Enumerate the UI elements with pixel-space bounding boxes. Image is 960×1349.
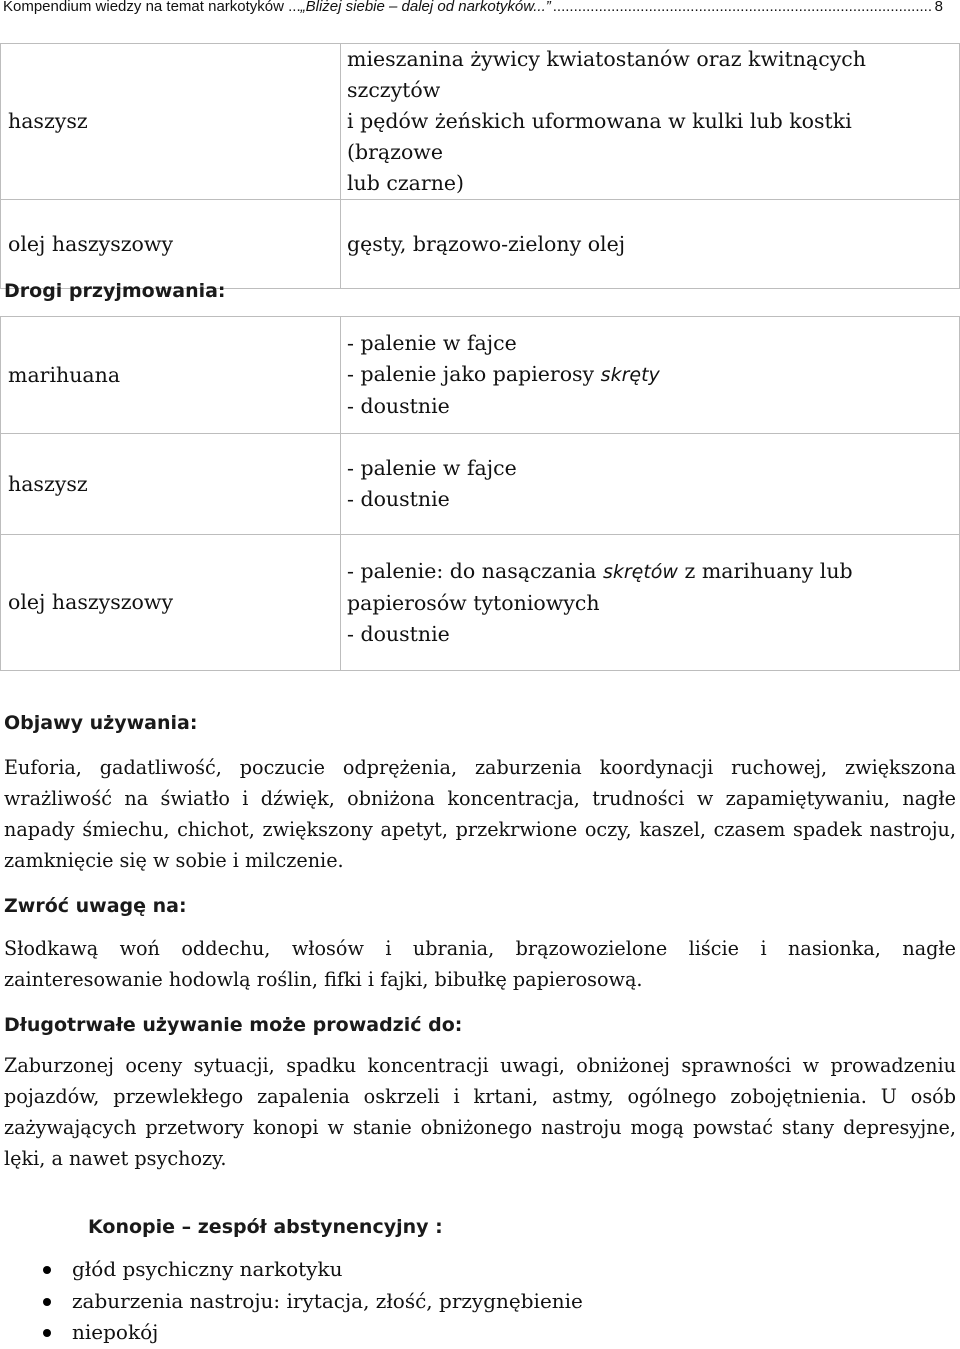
list-item: głód psychiczny narkotyku xyxy=(40,1254,583,1286)
list-item: niepokój xyxy=(40,1317,583,1349)
route-text: - palenie: do nasączania xyxy=(347,558,603,583)
route-term-italic: skręty xyxy=(600,364,660,386)
route-line: - doustnie xyxy=(347,394,450,418)
table-row xyxy=(1,44,960,200)
route-line xyxy=(347,359,952,391)
heading-withdrawal: Konopie – zespół abstynencyjny : xyxy=(88,1216,443,1238)
routes-name-cell: olej haszyszowy xyxy=(1,535,341,671)
forms-name-cell: olej haszyszowy xyxy=(1,200,341,289)
route-term-italic: skrętów xyxy=(602,560,678,583)
routes-desc-cell xyxy=(341,434,960,535)
toc-page-number: 8 xyxy=(934,0,943,15)
routes-name-cell: marihuana xyxy=(1,317,341,434)
desc-line: mieszanina żywicy kwiatostanów oraz kwitnących szczytów xyxy=(347,47,866,102)
route-text: z marihuany lub xyxy=(677,558,853,583)
heading-longterm: Długotrwałe używanie może prowadzić do: xyxy=(4,1014,463,1036)
forms-table xyxy=(0,43,960,289)
table-row xyxy=(1,535,960,671)
desc-line: i pędów żeńskich uformowana w kulki lub kostki (brązowe xyxy=(347,109,852,164)
forms-desc-cell: gęsty, brązowo-zielony olej xyxy=(341,200,960,289)
routes-desc-cell xyxy=(341,317,960,434)
routes-desc-cell xyxy=(341,535,960,671)
withdrawal-list xyxy=(40,1254,583,1349)
symptoms-paragraph: Euforia, gadatliwość, poczucie odprężenia, zaburzenia koordynacji ruchowej, zwiększona wrażliwość na światło i dźwięk, obniżona koncentracja, trudności w zapamiętywaniu, nagłe napady śmiechu, chichot, zwiększony apetyt, przekrwione oczy, kaszel, czasem spadek nastroju, zamknięcie się w sobie i milczenie. xyxy=(4,756,956,872)
desc-line: lub czarne) xyxy=(347,171,465,195)
attention-paragraph: Słodkawą woń oddechu, włosów i ubrania, brązowozielone liście i nasionka, nagłe zainteresowanie hodowlą roślin, fifki i fajki, bibułkę papierosową. xyxy=(4,937,956,991)
table-row xyxy=(1,434,960,535)
table-row xyxy=(1,200,960,289)
toc-header-line xyxy=(3,0,943,18)
heading-attention: Zwróć uwagę na: xyxy=(4,895,187,917)
forms-name-cell: haszysz xyxy=(1,44,341,200)
longterm-paragraph: Zaburzonej oceny sytuacji, spadku koncentracji uwagi, obniżonej sprawności w prowadzeniu pojazdów, przewlekłego zapalenia oskrzeli i krtani, astmy, ogólnego zobojętnienia. U osób zażywających przetwory konopi w stanie obniżonego nastroju mogą powstać stany depresyjne, lęki, a nawet psychozy. xyxy=(4,1054,956,1170)
heading-symptoms: Objawy używania: xyxy=(4,712,198,734)
route-line: - doustnie xyxy=(347,487,450,511)
list-item: zaburzenia nastroju: irytacja, złość, przygnębienie xyxy=(40,1286,583,1318)
routes-name-cell: haszysz xyxy=(1,434,341,535)
toc-title-italic: „Bliżej siebie – dalej od narkotyków...” xyxy=(300,0,551,15)
routes-table xyxy=(0,316,960,671)
route-line xyxy=(347,556,952,588)
route-line: - palenie w fajce xyxy=(347,331,517,355)
table-row xyxy=(1,317,960,434)
route-line: - doustnie xyxy=(347,621,450,646)
toc-leader-dots xyxy=(553,0,933,18)
heading-routes: Drogi przyjmowania: xyxy=(4,280,226,302)
forms-desc-cell xyxy=(341,44,960,200)
route-line: - palenie w fajce xyxy=(347,456,517,480)
route-line: papierosów tytoniowych xyxy=(347,590,600,615)
toc-title: Kompendium wiedzy na temat narkotyków ... xyxy=(3,0,301,15)
route-text: - palenie jako papierosy xyxy=(347,362,601,386)
